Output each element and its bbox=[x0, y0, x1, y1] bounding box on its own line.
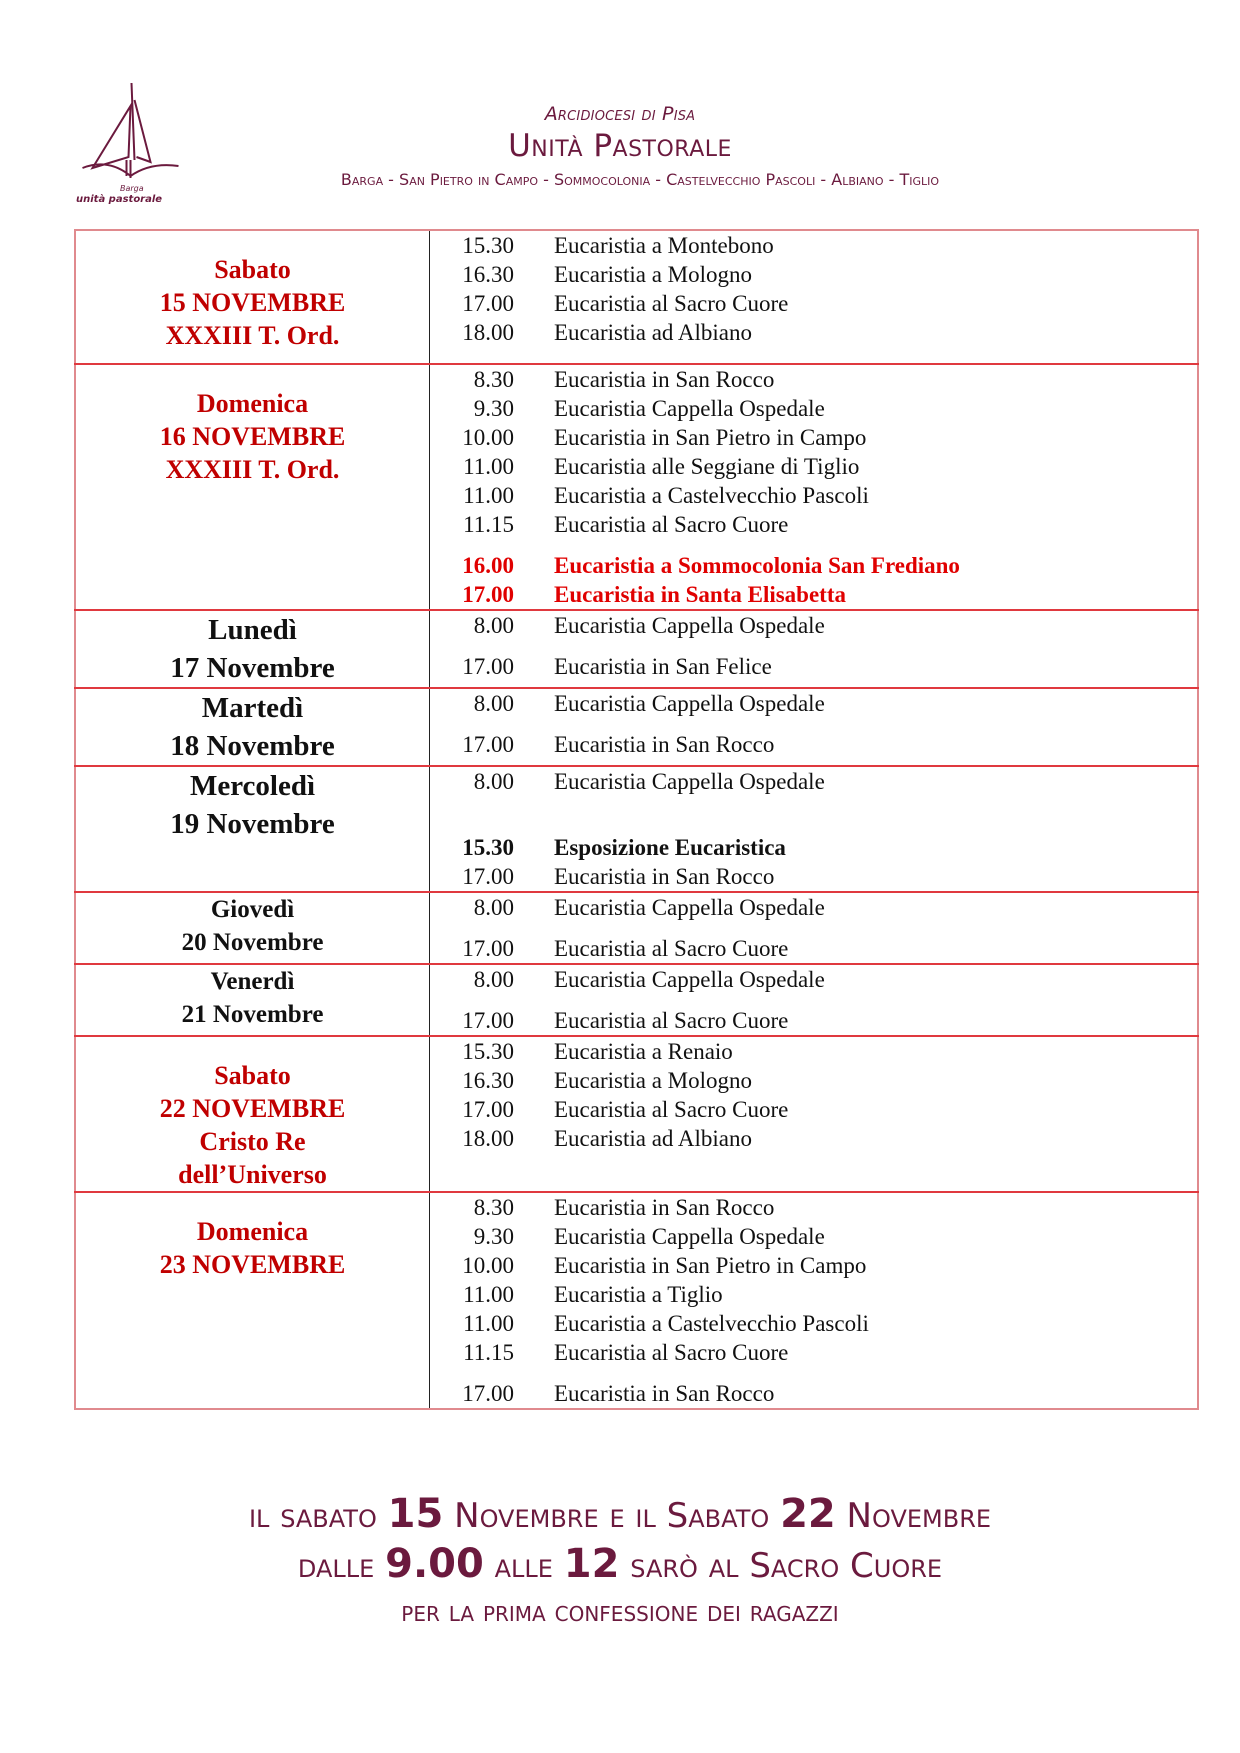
schedule-day-row bbox=[75, 892, 1198, 964]
event-time: 11.00 bbox=[463, 483, 514, 508]
event-time: 11.00 bbox=[463, 454, 514, 479]
day-label-line: Martedì bbox=[201, 692, 304, 724]
event-description: Eucaristia a Tiglio bbox=[554, 1282, 723, 1307]
event-item bbox=[430, 652, 1197, 681]
event-item bbox=[430, 394, 1197, 423]
events-cell bbox=[430, 688, 1199, 766]
event-item bbox=[430, 365, 1197, 394]
day-label-cell bbox=[75, 230, 430, 364]
event-item bbox=[430, 689, 1197, 718]
event-item bbox=[430, 260, 1197, 289]
event-description: Eucaristia al Sacro Cuore bbox=[554, 1340, 789, 1365]
announcement-line-1 bbox=[100, 1490, 1140, 1540]
event-item bbox=[430, 1006, 1197, 1035]
event-time: 15.30 bbox=[462, 233, 514, 258]
event-item bbox=[430, 1251, 1197, 1280]
day-label-cell bbox=[75, 892, 430, 964]
day-label-cell bbox=[75, 964, 430, 1036]
day-label-line: Domenica bbox=[196, 1217, 309, 1246]
event-time: 8.00 bbox=[473, 895, 514, 920]
event-time: 17.00 bbox=[462, 732, 514, 757]
event-time: 8.30 bbox=[473, 1195, 514, 1220]
event-item bbox=[430, 423, 1197, 452]
event-time: 11.00 bbox=[463, 1282, 514, 1307]
event-description: Eucaristia Cappella Ospedale bbox=[554, 1224, 825, 1249]
event-item bbox=[430, 580, 1197, 609]
event-description: Eucaristia Cappella Ospedale bbox=[554, 396, 825, 421]
events-cell bbox=[430, 1192, 1199, 1409]
event-description: Eucaristia ad Albiano bbox=[554, 1126, 752, 1151]
day-label-line: 15 NOVEMBRE bbox=[159, 288, 346, 317]
announcement-date: 22 bbox=[780, 1491, 836, 1537]
event-time: 17.00 bbox=[462, 582, 514, 607]
event-time: 17.00 bbox=[462, 291, 514, 316]
schedule-day-row bbox=[75, 230, 1198, 364]
events-cell bbox=[430, 364, 1199, 610]
event-time: 10.00 bbox=[462, 425, 514, 450]
event-time: 9.30 bbox=[473, 396, 514, 421]
schedule-day-row bbox=[75, 1192, 1198, 1409]
event-time: 17.00 bbox=[462, 654, 514, 679]
event-description: Eucaristia a Sommocolonia San Frediano bbox=[554, 553, 960, 578]
event-time: 17.00 bbox=[462, 864, 514, 889]
event-description: Eucaristia Cappella Ospedale bbox=[554, 769, 825, 794]
event-item bbox=[430, 767, 1197, 796]
page-header bbox=[200, 103, 1040, 189]
event-description: Eucaristia Cappella Ospedale bbox=[554, 613, 825, 638]
event-item bbox=[430, 231, 1197, 260]
event-item bbox=[430, 1222, 1197, 1251]
event-time: 15.30 bbox=[462, 835, 514, 860]
events-cell bbox=[430, 766, 1199, 892]
logo-text-bottom: unità pastorale bbox=[76, 194, 163, 205]
event-description: Eucaristia a Castelvecchio Pascoli bbox=[554, 483, 869, 508]
event-item bbox=[430, 862, 1197, 891]
event-item bbox=[430, 833, 1197, 862]
announcement-text: sarò al Sacro Cuore bbox=[619, 1546, 943, 1586]
event-time: 18.00 bbox=[462, 1126, 514, 1151]
logo-captions bbox=[76, 184, 186, 206]
event-description: Eucaristia Cappella Ospedale bbox=[554, 691, 825, 716]
day-label-cell bbox=[75, 688, 430, 766]
day-label-line: 22 NOVEMBRE bbox=[159, 1094, 346, 1123]
event-item bbox=[430, 452, 1197, 481]
schedule-day-row bbox=[75, 688, 1198, 766]
event-description: Eucaristia alle Seggiane di Tiglio bbox=[554, 454, 860, 479]
event-time: 17.00 bbox=[462, 1381, 514, 1406]
schedule-day-row bbox=[75, 610, 1198, 688]
event-description: Eucaristia ad Albiano bbox=[554, 320, 752, 345]
diocese-label: Arcidiocesi di Pisa bbox=[544, 103, 696, 125]
event-description: Eucaristia in San Rocco bbox=[554, 1381, 775, 1406]
day-label-line: XXXIII T. Ord. bbox=[165, 321, 340, 350]
day-label-line: Giovedì bbox=[210, 896, 295, 923]
page-title: Unità Pastorale bbox=[508, 128, 732, 164]
event-item bbox=[430, 1066, 1197, 1095]
event-item bbox=[430, 1037, 1197, 1066]
event-description: Eucaristia in San Pietro in Campo bbox=[554, 425, 867, 450]
event-description: Eucaristia al Sacro Cuore bbox=[554, 936, 789, 961]
events-cell bbox=[430, 892, 1199, 964]
event-description: Eucaristia Cappella Ospedale bbox=[554, 895, 825, 920]
event-item bbox=[430, 510, 1197, 539]
event-description: Eucaristia al Sacro Cuore bbox=[554, 1097, 789, 1122]
event-time: 18.00 bbox=[462, 320, 514, 345]
event-description: Esposizione Eucaristica bbox=[554, 835, 786, 860]
day-label-line: 17 Novembre bbox=[170, 652, 335, 684]
day-label-cell bbox=[75, 1036, 430, 1192]
day-label-cell bbox=[75, 1192, 430, 1409]
event-time: 16.00 bbox=[462, 553, 514, 578]
announcement-time: 12 bbox=[563, 1541, 620, 1587]
event-item bbox=[430, 730, 1197, 759]
day-label-cell bbox=[75, 766, 430, 892]
event-time: 17.00 bbox=[462, 1008, 514, 1033]
event-item bbox=[430, 1124, 1197, 1153]
event-item bbox=[430, 1280, 1197, 1309]
event-item bbox=[430, 1338, 1197, 1367]
event-item bbox=[430, 1309, 1197, 1338]
day-label-line: Domenica bbox=[196, 389, 309, 418]
event-item bbox=[430, 318, 1197, 347]
towns-list: Barga - San Pietro in Campo - Sommocolonia - Castelvecchio Pascoli - Albiano - Tiglio bbox=[340, 170, 940, 189]
announcement-text: Novembre e il Sabato bbox=[443, 1496, 781, 1536]
event-time: 8.00 bbox=[473, 613, 514, 638]
events-cell bbox=[430, 230, 1199, 364]
event-time: 17.00 bbox=[462, 936, 514, 961]
event-time: 10.00 bbox=[462, 1253, 514, 1278]
event-item bbox=[430, 611, 1197, 640]
event-time: 11.15 bbox=[463, 512, 514, 537]
event-description: Eucaristia al Sacro Cuore bbox=[554, 291, 789, 316]
event-time: 11.15 bbox=[463, 1340, 514, 1365]
event-description: Eucaristia in San Rocco bbox=[554, 367, 775, 392]
announcement-text: il sabato bbox=[248, 1496, 388, 1536]
announcement-line-2 bbox=[100, 1540, 1140, 1590]
day-label-line: Sabato bbox=[214, 1061, 291, 1090]
event-time: 8.00 bbox=[473, 769, 514, 794]
event-description: Eucaristia in Santa Elisabetta bbox=[554, 582, 847, 607]
event-time: 11.00 bbox=[463, 1311, 514, 1336]
day-label-line: 23 NOVEMBRE bbox=[159, 1250, 346, 1279]
day-label-line: 21 Novembre bbox=[181, 1001, 324, 1028]
event-item bbox=[430, 934, 1197, 963]
events-cell bbox=[430, 964, 1199, 1036]
event-time: 16.30 bbox=[462, 1068, 514, 1093]
event-description: Eucaristia a Castelvecchio Pascoli bbox=[554, 1311, 869, 1336]
event-item bbox=[430, 1379, 1197, 1408]
event-description: Eucaristia a Renaio bbox=[554, 1039, 733, 1064]
event-time: 16.30 bbox=[462, 262, 514, 287]
day-label-line: Mercoledì bbox=[189, 770, 316, 802]
event-time: 8.00 bbox=[473, 691, 514, 716]
event-item bbox=[430, 289, 1197, 318]
day-label-line: Lunedì bbox=[208, 614, 297, 646]
events-cell bbox=[430, 610, 1199, 688]
announcement-text: dalle bbox=[297, 1546, 386, 1586]
announcement-text: alle bbox=[483, 1546, 564, 1586]
event-description: Eucaristia a Mologno bbox=[554, 262, 753, 287]
confession-announcement bbox=[100, 1490, 1140, 1634]
event-description: Eucaristia in San Rocco bbox=[554, 864, 775, 889]
day-label-line: XXXIII T. Ord. bbox=[165, 455, 340, 484]
announcement-line-3: per la prima confessione dei ragazzi bbox=[401, 1595, 839, 1628]
event-description: Eucaristia al Sacro Cuore bbox=[554, 512, 789, 537]
event-item bbox=[430, 1193, 1197, 1222]
event-description: Eucaristia in San Pietro in Campo bbox=[554, 1253, 867, 1278]
day-label-cell bbox=[75, 610, 430, 688]
event-description: Eucaristia a Montebono bbox=[554, 233, 774, 258]
day-label-line: Sabato bbox=[214, 255, 291, 284]
announcement-time: 9.00 bbox=[385, 1541, 484, 1587]
event-item bbox=[430, 893, 1197, 922]
day-label-line: Cristo Re bbox=[199, 1127, 306, 1156]
event-item bbox=[430, 965, 1197, 994]
logo-text-top: Barga bbox=[120, 184, 144, 193]
day-label-line: 19 Novembre bbox=[170, 808, 335, 840]
event-item bbox=[430, 481, 1197, 510]
unita-pastorale-logo bbox=[76, 80, 186, 210]
events-cell bbox=[430, 1036, 1199, 1192]
event-time: 8.00 bbox=[473, 967, 514, 992]
event-item bbox=[430, 1095, 1197, 1124]
day-label-line: 20 Novembre bbox=[181, 929, 324, 956]
schedule-day-row bbox=[75, 364, 1198, 610]
event-time: 9.30 bbox=[473, 1224, 514, 1249]
sailboat-logo-icon bbox=[76, 80, 186, 182]
event-description: Eucaristia al Sacro Cuore bbox=[554, 1008, 789, 1033]
event-item bbox=[430, 551, 1197, 580]
schedule-day-row bbox=[75, 766, 1198, 892]
event-description: Eucaristia in San Felice bbox=[554, 654, 772, 679]
day-label-line: dell’Universo bbox=[178, 1160, 327, 1189]
event-time: 8.30 bbox=[473, 367, 514, 392]
schedule-day-row bbox=[75, 1036, 1198, 1192]
event-description: Eucaristia a Mologno bbox=[554, 1068, 753, 1093]
day-label-line: Venerdì bbox=[210, 968, 295, 995]
day-label-line: 18 Novembre bbox=[170, 730, 335, 762]
day-label-cell bbox=[75, 364, 430, 610]
event-description: Eucaristia in San Rocco bbox=[554, 1195, 775, 1220]
event-time: 17.00 bbox=[462, 1097, 514, 1122]
event-description: Eucaristia in San Rocco bbox=[554, 732, 775, 757]
announcement-date: 15 bbox=[387, 1491, 444, 1537]
event-description: Eucaristia Cappella Ospedale bbox=[554, 967, 825, 992]
mass-schedule-table bbox=[74, 229, 1199, 1410]
schedule-day-row bbox=[75, 964, 1198, 1036]
announcement-text: Novembre bbox=[835, 1496, 992, 1536]
event-time: 15.30 bbox=[462, 1039, 514, 1064]
day-label-line: 16 NOVEMBRE bbox=[159, 422, 346, 451]
